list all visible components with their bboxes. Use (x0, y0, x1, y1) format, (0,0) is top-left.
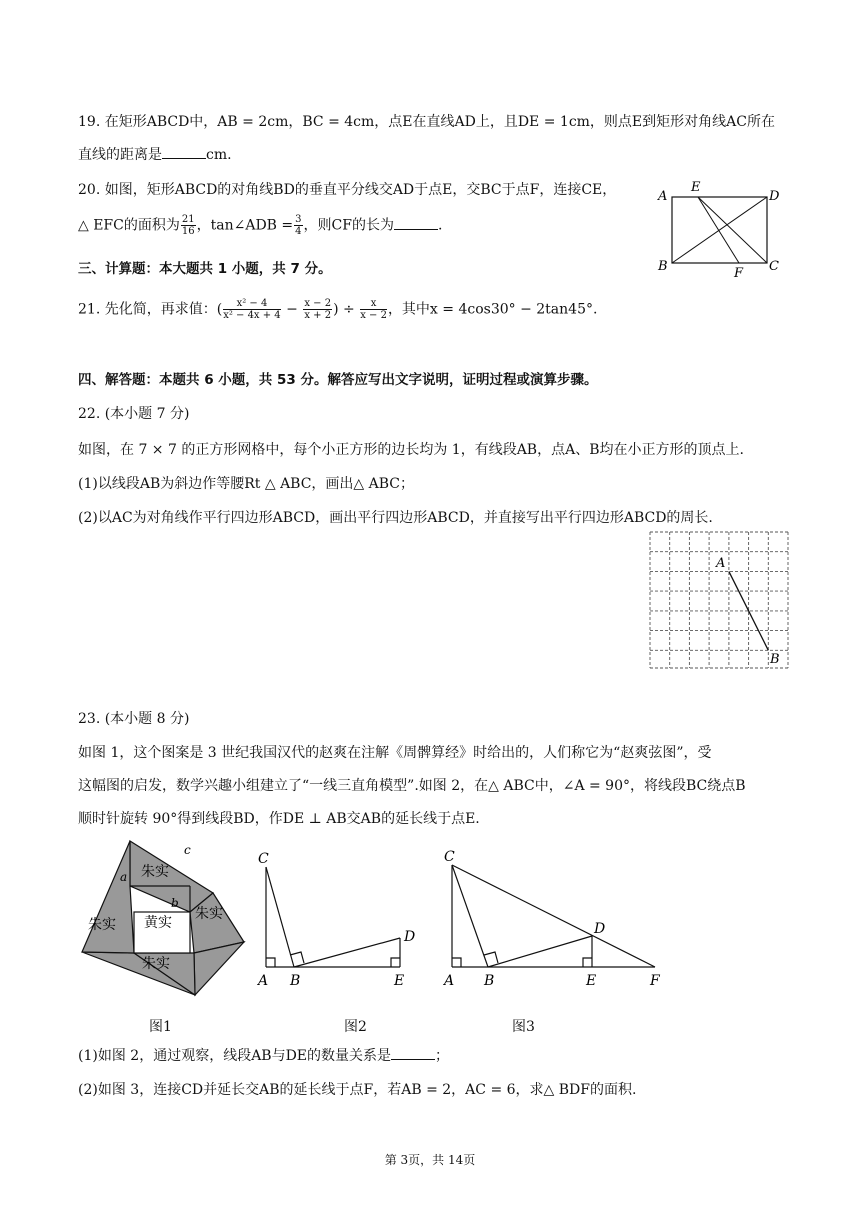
zhu-shi-4: 朱实 (88, 917, 116, 933)
label-C: C (769, 259, 779, 274)
q23-sub2: (2)如图 3，连接CD并延长交AB的延长线于点F，若AB = 2，AC = 6，求△ BDF的面积. (78, 1082, 637, 1098)
grid-figure (648, 530, 793, 672)
zhu-shi-1: 朱实 (141, 864, 169, 880)
f1-den: x² − 4x + 4 (223, 310, 281, 321)
q21-fraction-2 (303, 298, 332, 321)
q22-head: 22. (本小题 7 分) (78, 406, 190, 422)
fig2-label-A: A (258, 973, 269, 989)
fig3-label-F: F (650, 973, 660, 989)
fig2-label-E: E (394, 973, 405, 989)
q21-div: ) ÷ (333, 301, 355, 318)
fig2-label-B: B (290, 973, 301, 989)
label-B: B (658, 259, 668, 274)
q20-line1: 20. 如图，矩形ABCD的对角线BD的垂直平分线交AD于点E，交BC于点F，连接CE， (78, 182, 617, 198)
rectangle-figure (652, 180, 787, 280)
answer-blank (394, 217, 438, 230)
q23-sub1-pre: (1)如图 2，通过观察，线段AB与DE的数量关系是 (78, 1048, 392, 1064)
label-F: F (734, 266, 744, 280)
tan-fraction (294, 214, 302, 237)
fig3-label-B: B (484, 973, 495, 989)
q22-line3: (2)以AC为对角线作平行四边形ABCD，画出平行四边形ABCD，并直接写出平行四边形ABCD的周长. (78, 510, 713, 526)
q21-post: ，其中x = 4cos30° − 2tan45°. (387, 301, 598, 318)
fig3-label-A: A (444, 973, 455, 989)
answer-blank (162, 146, 206, 159)
grid-label-A: A (716, 556, 726, 571)
caption-fig1: 图1 (149, 1019, 172, 1035)
fig3-label-D: D (594, 921, 606, 937)
caption-fig2: 图2 (344, 1019, 367, 1035)
f3-num: x (360, 298, 387, 310)
fig3-label-C: C (444, 849, 455, 865)
tan-num: 3 (295, 214, 302, 225)
zhu-shi-3: 朱实 (142, 956, 170, 972)
fig3-label-E: E (586, 973, 597, 989)
q19-line2-post: cm. (206, 147, 232, 163)
fig2-label-C: C (258, 851, 269, 867)
q22-line1: 如图，在 7 × 7 的正方形网格中，每个小正方形的边长均为 1，有线段AB，点A、B均在小正方形的顶点上. (78, 442, 744, 458)
area-fraction (181, 214, 196, 237)
q21-pre: 21. 先化简，再求值：( (78, 301, 223, 318)
q23-line3: 顺时针旋转 90°得到线段BD，作DE ⊥ AB交AB的延长线于点E. (78, 811, 480, 827)
page-footer: 第 3页，共 14页 (384, 1153, 476, 1167)
q19-line2 (78, 145, 232, 165)
f1-num: x² − 4 (223, 298, 281, 310)
figure-3 (440, 843, 670, 991)
label-D: D (769, 189, 780, 204)
q23-head: 23. (本小题 8 分) (78, 711, 190, 727)
grid-label-B: B (770, 652, 780, 667)
fig2-label-D: D (404, 929, 416, 945)
q21-minus: − (286, 301, 298, 318)
q19-line1: 19. 在矩形ABCD中，AB = 2cm，BC = 4cm，点E在直线AD上，且DE = 1cm，则点E到矩形对角线AC所在 (78, 114, 775, 130)
section-3-heading: 三、计算题：本大题共 1 小题，共 7 分。 (78, 261, 332, 277)
q23-sub1-post: ； (435, 1048, 450, 1064)
area-num: 21 (181, 214, 195, 225)
q20-line2-mid: ，tan∠ADB = (196, 217, 294, 234)
f2-den: x + 2 (304, 310, 332, 321)
caption-fig3: 图3 (512, 1019, 535, 1035)
q22-line2: (1)以线段AB为斜边作等腰Rt △ ABC，画出△ ABC； (78, 476, 415, 492)
zhu-shi-2: 朱实 (195, 906, 223, 922)
f3-den: x − 2 (360, 310, 387, 321)
q19-line2-pre: 直线的距离是 (78, 147, 162, 163)
q21-fraction-3 (360, 298, 387, 321)
label-b: b (171, 896, 179, 910)
tan-den: 4 (295, 226, 302, 237)
label-a: a (120, 870, 128, 884)
zhao-shuang-diagram (78, 838, 248, 1003)
q20-line2-pre: △ EFC的面积为 (78, 217, 180, 234)
q21-fraction-1 (223, 298, 281, 321)
area-den: 16 (181, 226, 195, 237)
q23-line2: 这幅图的启发，数学兴趣小组建立了“一线三直角模型”.如图 2，在△ ABC中，∠A = 90°，将线段BC绕点B (78, 778, 746, 794)
q20-line2 (78, 214, 442, 237)
label-E: E (691, 180, 701, 195)
q21-line (78, 298, 597, 321)
label-c: c (184, 843, 191, 857)
answer-blank (391, 1047, 435, 1060)
q20-line2-end: . (437, 217, 443, 234)
q23-line1: 如图 1，这个图案是 3 世纪我国汉代的赵爽在注解《周髀算经》时给出的，人们称它为“赵爽弦图”，受 (78, 745, 712, 761)
huang-shi: 黄实 (144, 915, 172, 931)
q23-sub1 (78, 1046, 449, 1066)
figure-2 (254, 843, 424, 991)
f2-num: x − 2 (304, 298, 332, 309)
section-4-heading: 四、解答题：本题共 6 小题，共 53 分。解答应写出文字说明，证明过程或演算步骤。 (78, 372, 598, 388)
q20-line2-post: ，则CF的长为 (303, 217, 394, 234)
label-A: A (658, 189, 668, 204)
